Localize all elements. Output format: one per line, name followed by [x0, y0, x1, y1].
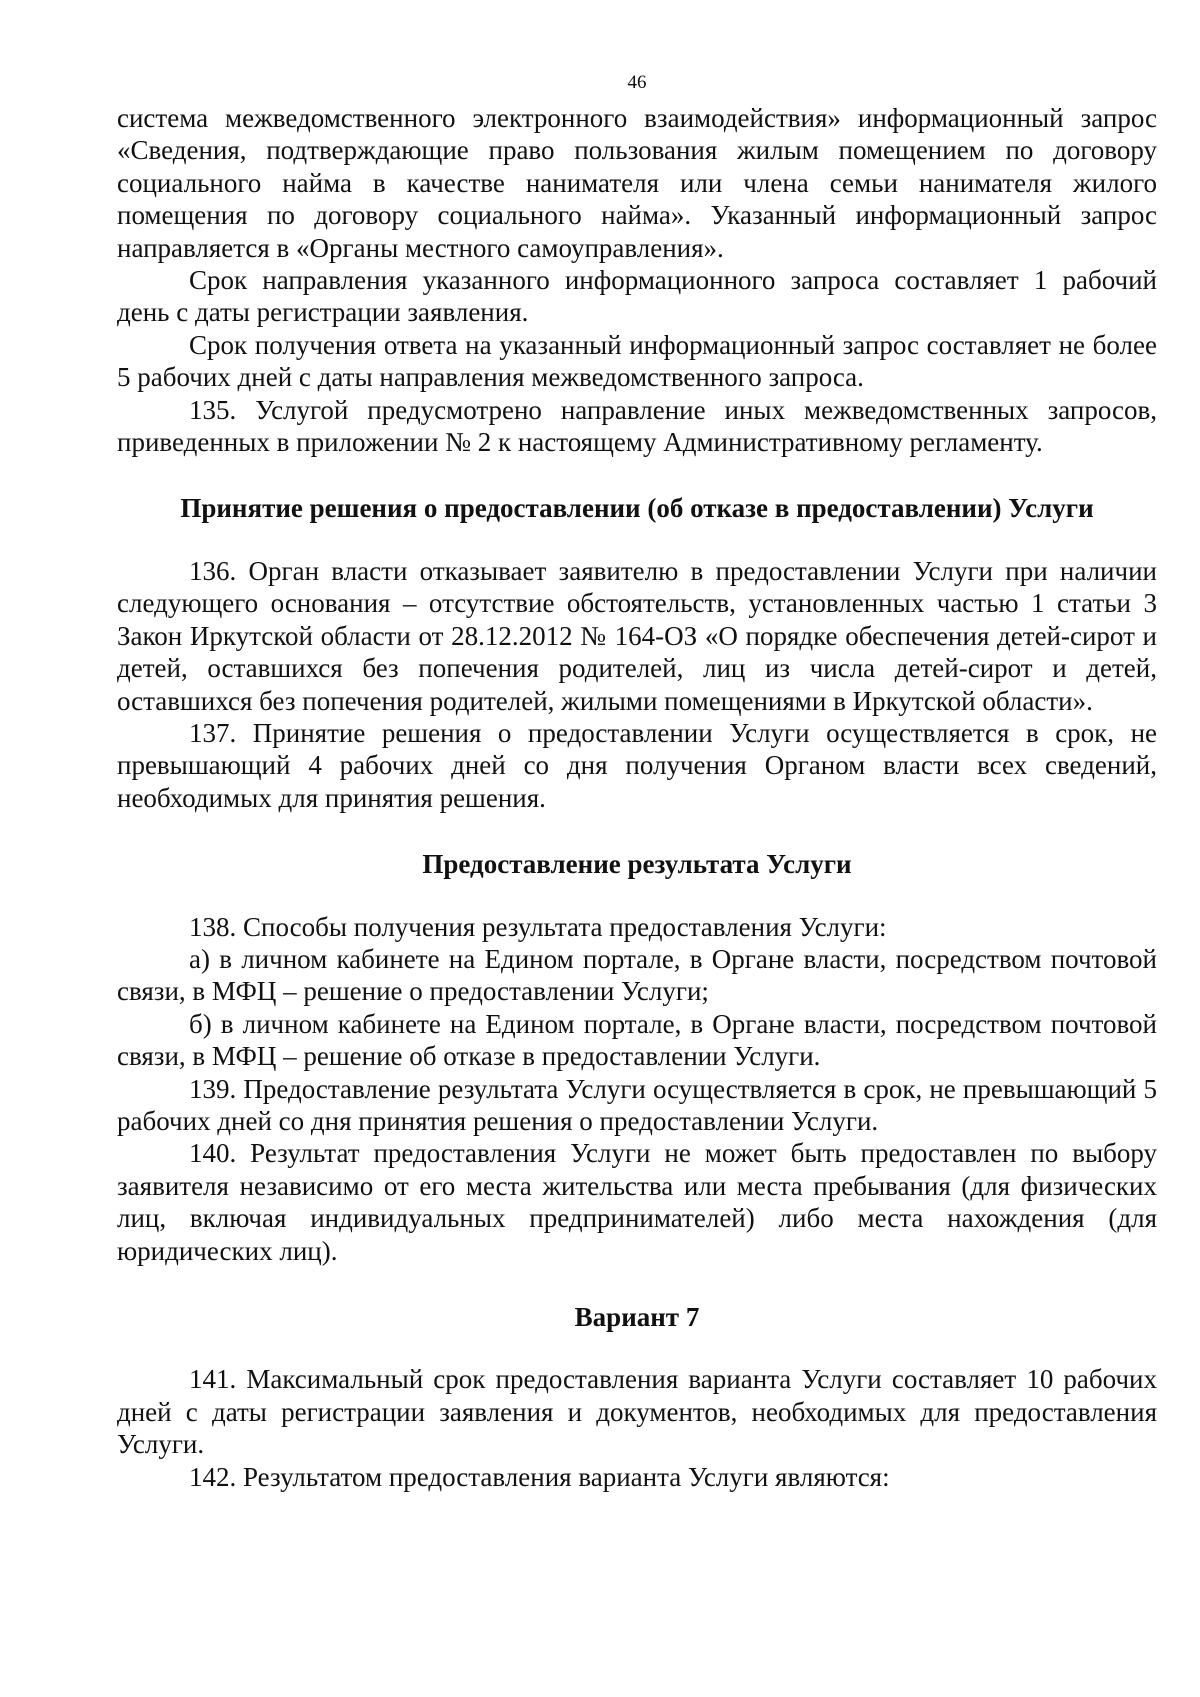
paragraph-136: 136. Орган власти отказывает заявителю в предоставлении Услуги при наличии следующего основания – отсутствие обстоятельств, установленных частью 1 статьи 3 Закон Иркутской области от 28.12.2012 № 164-ОЗ «О порядке обеспечения детей-сирот и детей, оставшихся без попечения родителей, лиц из числа детей-сирот и детей, оставшихся без попечения родителей, жилыми помещениями в Иркутской области». — [117, 555, 1157, 716]
spacer — [117, 458, 1157, 492]
paragraph-139: 139. Предоставление результата Услуги осуществляется в срок, не превышающий 5 рабочих дней со дня принятия решения о предоставлении Услуги. — [117, 1073, 1157, 1136]
paragraph-140: 140. Результат предоставления Услуги не может быть предоставлен по выбору заявителя независимо от его места жительства или места пребывания (для физических лиц, включая индивидуальных предпринимателей) либо места нахождения (для юридических лиц). — [117, 1138, 1157, 1266]
paragraph-137: 137. Принятие решения о предоставлении Услуги осуществляется в срок, не превышающий 4 рабочих дней со дня получения Органом власти всех сведений, необходимых для принятия решения. — [117, 717, 1157, 813]
paragraph-response-deadline: Срок получения ответа на указанный информационный запрос составляет не более 5 рабочих дней с даты направления межведомственного запроса. — [117, 329, 1157, 393]
spacer — [117, 814, 1157, 848]
paragraph-142: 142. Результатом предоставления варианта Услуги являются: — [189, 1461, 890, 1492]
list-item-b: б) в личном кабинете на Едином портале, в Органе власти, посредством почтовой связи, в МФЦ – решение об отказе в предоставлении Услуги. — [117, 1008, 1157, 1072]
paragraph-138: 138. Способы получения результата предоставления Услуги: — [189, 911, 887, 942]
section-heading-decision: Принятие решения о предоставлении (об отказе в предоставлении) Услуги — [180, 493, 1094, 524]
spacer — [117, 881, 1157, 911]
list-item-a: а) в личном кабинете на Едином портале, в Органе власти, посредством почтовой связи, в МФЦ – решение о предоставлении Услуги; — [117, 943, 1157, 1007]
spacer — [117, 1333, 1157, 1363]
paragraph-141: 141. Максимальный срок предоставления варианта Услуги составляет 10 рабочих дней с даты регистрации заявления и документов, необходимых для предоставления Услуги. — [117, 1364, 1157, 1460]
spacer — [117, 525, 1157, 555]
paragraph-request-deadline: Срок направления указанного информационного запроса составляет 1 рабочий день с даты регистрации заявления. — [117, 265, 1157, 328]
section-heading-variant-7: Вариант 7 — [574, 1302, 700, 1332]
paragraph-continuation: система межведомственного электронного взаимодействия» информационный запрос «Сведения, подтверждающие право пользования жилым помещением по договору социального найма в качестве нанимателя или члена семьи нанимателя жилого помещения по договору социального найма». Указанный информационный запрос направляется в «Органы местного самоуправления». — [117, 103, 1157, 263]
section-heading-result: Предоставление результата Услуги — [422, 849, 852, 880]
document-page — [117, 70, 1157, 1493]
spacer — [117, 1267, 1157, 1301]
page-number: 46 — [627, 72, 647, 93]
paragraph-135: 135. Услугой предусмотрено направление иных межведомственных запросов, приведенных в приложении № 2 к настоящему Административному регламенту. — [117, 394, 1157, 458]
